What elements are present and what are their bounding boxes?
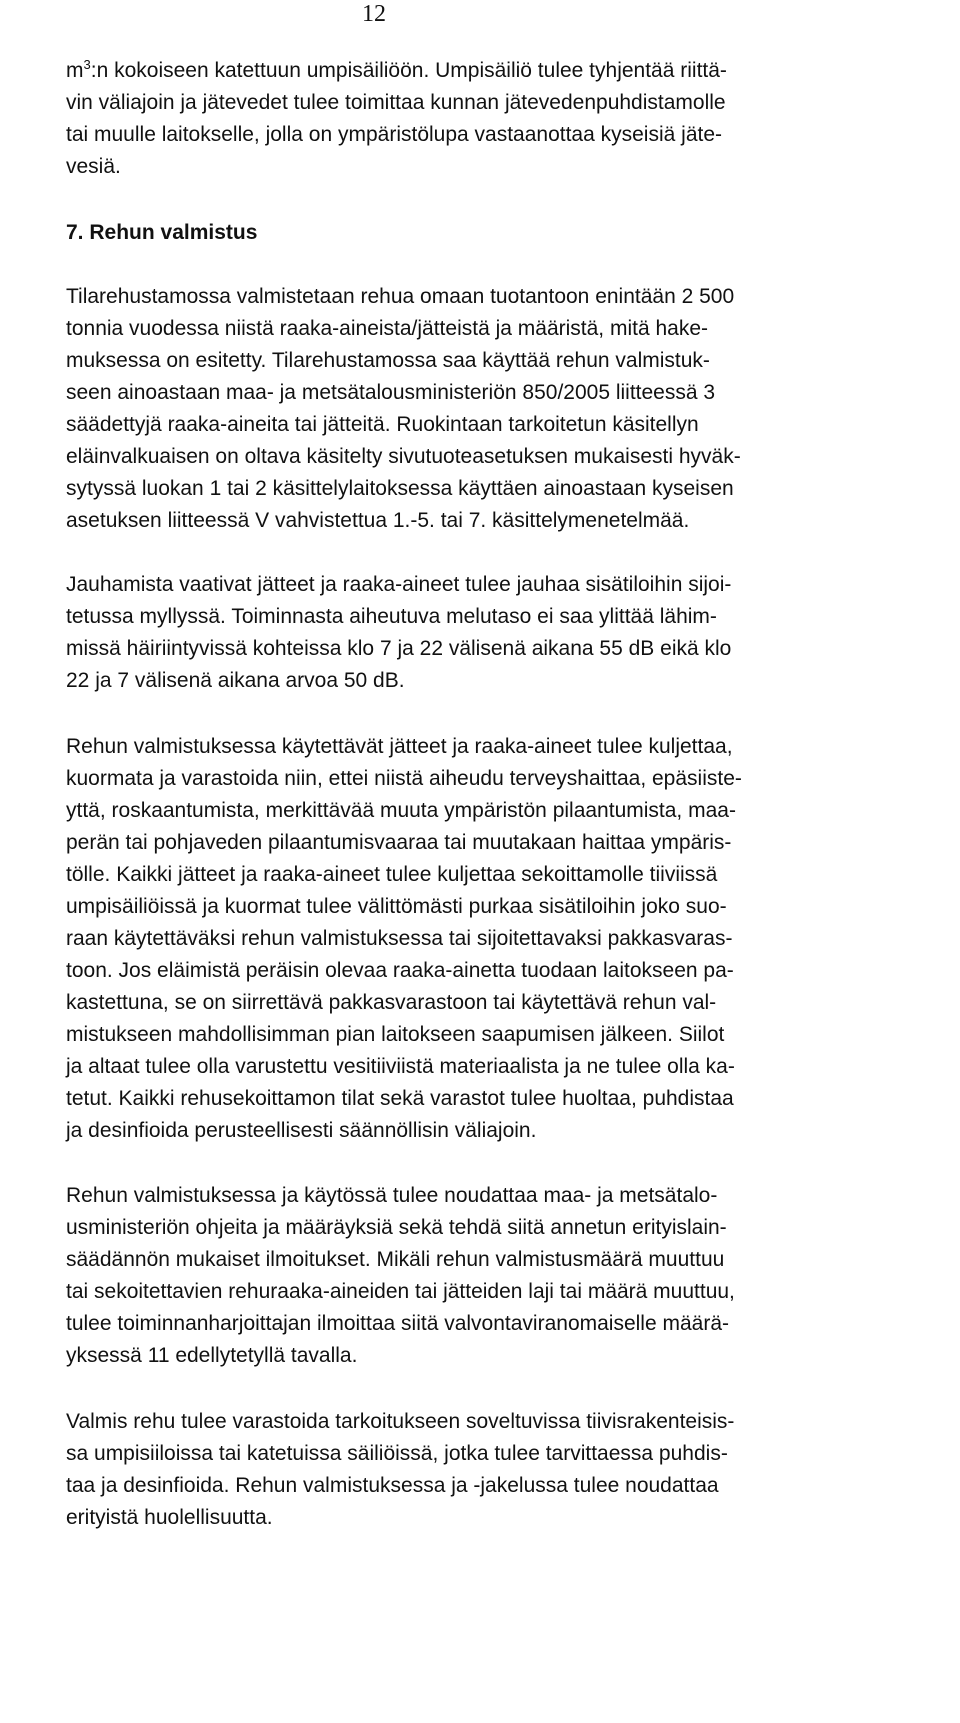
paragraph-line: mistukseen mahdollisimman pian laitokseen saapumisen jälkeen. Siilot [66, 1023, 725, 1046]
paragraph-line: taa ja desinfioida. Rehun valmistuksessa ja -jakelussa tulee noudattaa [66, 1474, 719, 1497]
paragraph-line: tai sekoitettavien rehuraaka-aineiden tai jätteiden laji tai määrä muuttuu, [66, 1280, 735, 1303]
paragraph-line: Jauhamista vaativat jätteet ja raaka-aineet tulee jauhaa sisätiloihin sijoi- [66, 573, 732, 596]
paragraph-line: missä häiriintyvissä kohteissa klo 7 ja 22 välisenä aikana 55 dB eikä klo [66, 637, 732, 660]
paragraph-line: seen ainoastaan maa- ja metsätalousministeriön 850/2005 liitteessä 3 [66, 381, 716, 404]
paragraph-line: kastettuna, se on siirrettävä pakkasvarastoon tai käytettävä rehun val- [66, 991, 717, 1014]
section-heading: 7. Rehun valmistus [66, 221, 258, 244]
paragraph-line: umpisäiliöissä ja kuormat tulee välittömästi purkaa sisätiloihin joko suo- [66, 895, 727, 918]
intro-line-2: vin väliajoin ja jätevedet tulee toimittaa kunnan jätevedenpuhdistamolle [66, 91, 726, 114]
paragraph-line: usministeriön ohjeita ja määräyksiä sekä tehdä siitä annetun erityislain- [66, 1216, 727, 1239]
paragraph-line: sytyssä luokan 1 tai 2 käsittelylaitoksessa käyttäen ainoastaan kyseisen [66, 477, 734, 500]
paragraph-line: yksessä 11 edellytetyllä tavalla. [66, 1344, 358, 1367]
paragraph-line: tonnia vuodessa niistä raaka-aineista/jätteistä ja määristä, mitä hake- [66, 317, 708, 340]
paragraph-line: säädettyjä raaka-aineita tai jätteitä. Ruokintaan tarkoitetun käsitellyn [66, 413, 699, 436]
paragraph-line: tetussa myllyssä. Toiminnasta aiheutuva melutaso ei saa ylittää lähim- [66, 605, 717, 628]
paragraph-line: eläinvalkuaisen on oltava käsitelty sivutuoteasetuksen mukaisesti hyväk- [66, 445, 741, 468]
paragraph-line: yttä, roskaantumista, merkittävää muuta ympäristön pilaantumista, maa- [66, 799, 736, 822]
paragraph-line: säädännön mukaiset ilmoitukset. Mikäli rehun valmistusmäärä muuttuu [66, 1248, 725, 1271]
paragraph-line: sa umpisiiloissa tai katetuissa säiliöissä, jotka tulee tarvittaessa puhdis- [66, 1442, 728, 1465]
paragraph-line: tetut. Kaikki rehusekoittamon tilat sekä varastot tulee huoltaa, puhdistaa [66, 1087, 734, 1110]
paragraph-line: tölle. Kaikki jätteet ja raaka-aineet tulee kuljettaa sekoittamolle tiiviissä [66, 863, 718, 886]
page-number: 12 [362, 1, 386, 27]
paragraph-line: Tilarehustamossa valmistetaan rehua omaan tuotantoon enintään 2 500 [66, 285, 735, 308]
paragraph-line: ja altaat tulee olla varustettu vesitiiviistä materiaalista ja ne tulee olla ka- [66, 1055, 735, 1078]
paragraph-line: erityistä huolellisuutta. [66, 1506, 273, 1529]
paragraph-line: kuormata ja varastoida niin, ettei niistä aiheudu terveyshaittaa, epäsiiste- [66, 767, 742, 790]
paragraph-line: Valmis rehu tulee varastoida tarkoitukseen soveltuvissa tiivisrakenteisis- [66, 1410, 735, 1433]
paragraph-line: asetuksen liitteessä V vahvistettua 1.-5. tai 7. käsittelymenetelmää. [66, 509, 690, 532]
paragraph-line: Rehun valmistuksessa ja käytössä tulee noudattaa maa- ja metsätalo- [66, 1184, 718, 1207]
superscript-3: 3 [83, 57, 91, 72]
paragraph-line: raan käytettäväksi rehun valmistuksessa tai sijoitettavaksi pakkasvaras- [66, 927, 733, 950]
paragraph-line: perän tai pohjaveden pilaantumisvaaraa tai muutakaan haittaa ympäris- [66, 831, 732, 854]
intro-line-1 [66, 58, 727, 84]
paragraph-line: 22 ja 7 välisenä aikana arvoa 50 dB. [66, 669, 405, 692]
intro-line-3: tai muulle laitokselle, jolla on ympäristölupa vastaanottaa kyseisiä jäte- [66, 123, 723, 146]
paragraph-line: ja desinfioida perusteellisesti säännöllisin väliajoin. [66, 1119, 537, 1142]
paragraph-line: Rehun valmistuksessa käytettävät jätteet ja raaka-aineet tulee kuljettaa, [66, 735, 733, 758]
intro-line-1-rest: :n kokoiseen katettuun umpisäiliöön. Umpisäiliö tulee tyhjentää riittä- [90, 59, 727, 82]
paragraph-line: tulee toiminnanharjoittajan ilmoittaa siitä valvontaviranomaiselle määrä- [66, 1312, 729, 1335]
intro-line-1-prefix: m [66, 59, 84, 82]
paragraph-line: muksessa on esitetty. Tilarehustamossa saa käyttää rehun valmistuk- [66, 349, 710, 372]
intro-line-4: vesiä. [66, 155, 121, 178]
paragraph-line: toon. Jos eläimistä peräisin olevaa raaka-ainetta tuodaan laitokseen pa- [66, 959, 734, 982]
